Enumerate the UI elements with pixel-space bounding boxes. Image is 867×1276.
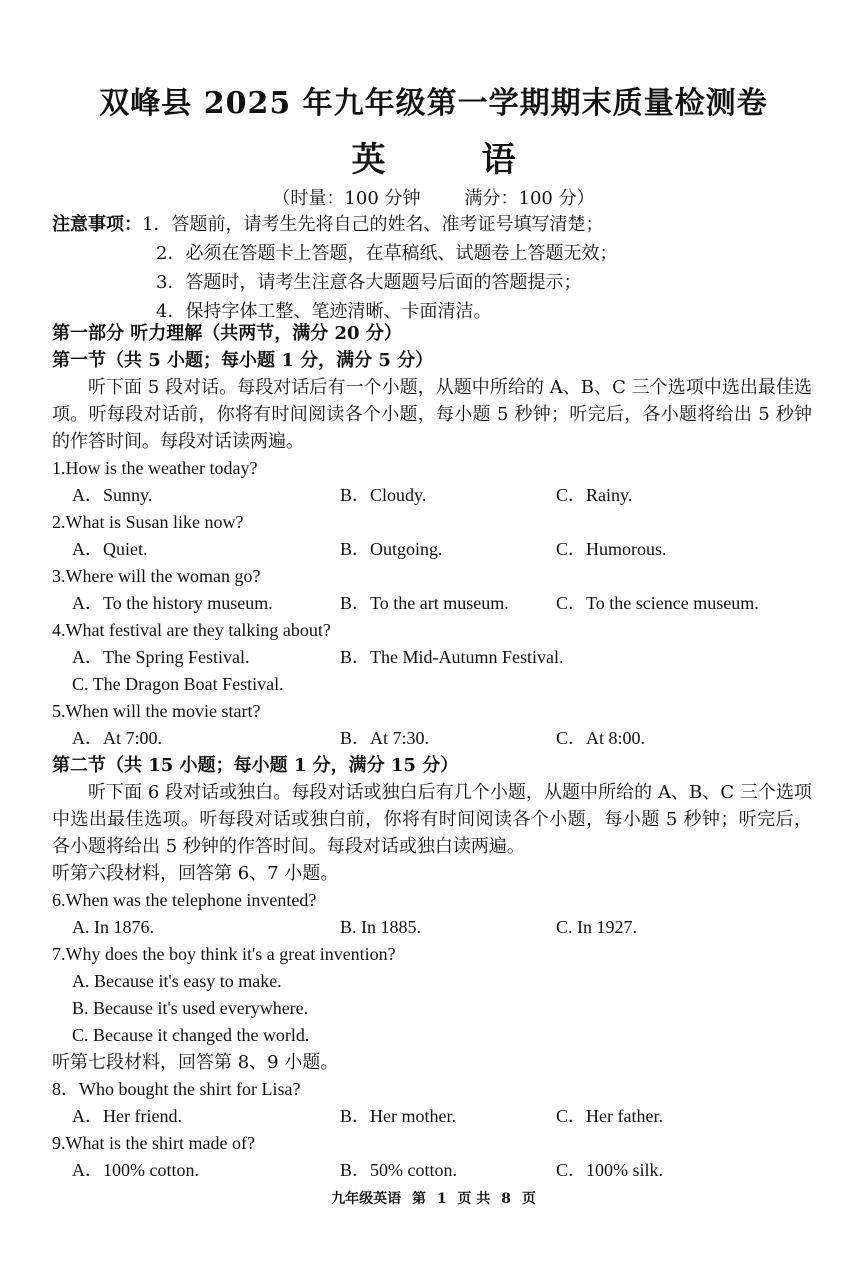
section2-heading: 第二节（共 15 小题；每小题 1 分，满分 15 分） xyxy=(52,755,459,776)
question-3: 3.Where will the woman go? xyxy=(52,566,261,586)
option-c[interactable]: C．Rainy. xyxy=(556,485,633,505)
options-row xyxy=(52,1103,812,1130)
options-row xyxy=(52,914,812,941)
material-7-note: 听第七段材料，回答第 8、9 小题。 xyxy=(52,1052,339,1073)
option-a[interactable]: A．100% cotton. xyxy=(72,1160,199,1180)
question-7: 7.Why does the boy think it's a great invention? xyxy=(52,944,396,964)
listening-part xyxy=(52,320,812,1184)
subject-title xyxy=(0,132,867,181)
subject-char-2: 语 xyxy=(481,140,516,180)
footer-page-suffix: 页 xyxy=(521,1191,536,1207)
note-item: 4．保持字体工整、笔迹清晰、卡面清洁。 xyxy=(156,301,492,322)
options-row xyxy=(52,536,812,563)
note-row xyxy=(52,210,832,239)
footer-subject: 九年级英语 xyxy=(331,1191,402,1207)
option-b[interactable]: B．To the art museum. xyxy=(340,593,509,613)
option-b[interactable]: B. Because it's used everywhere. xyxy=(72,998,309,1018)
options-row xyxy=(52,590,812,617)
footer-page-total: 8 xyxy=(501,1191,511,1207)
option-b[interactable]: B．Outgoing. xyxy=(340,539,443,559)
option-c[interactable]: C．To the science museum. xyxy=(556,593,759,613)
question-6: 6.When was the telephone invented? xyxy=(52,890,317,910)
option-c[interactable]: C．100% silk. xyxy=(556,1160,664,1180)
question-9: 9.What is the shirt made of? xyxy=(52,1133,255,1153)
subject-char-1: 英 xyxy=(351,140,386,180)
option-b[interactable]: B．50% cotton. xyxy=(340,1160,457,1180)
options-row xyxy=(52,482,812,509)
question-2: 2.What is Susan like now? xyxy=(52,512,244,532)
option-c[interactable]: C. In 1927. xyxy=(556,917,637,937)
option-a[interactable]: A．Sunny. xyxy=(72,485,153,505)
section1-instructions: 听下面 5 段对话。每段对话后有一个小题，从题中所给的 A、B、C 三个选项中选出最佳选项。听每段对话前，你将有时间阅读各个小题，每小题 5 秒钟；听完后，各小题将给出 5 秒钟的作答时间。每段对话读两遍。 xyxy=(52,377,812,452)
option-a[interactable]: A．At 7:00. xyxy=(72,728,162,748)
full-score: 满分：100 分） xyxy=(464,188,595,209)
option-b[interactable]: B．Cloudy. xyxy=(340,485,427,505)
notes-block xyxy=(52,210,832,326)
question-4: 4.What festival are they talking about? xyxy=(52,620,331,640)
option-a[interactable]: A．To the history museum. xyxy=(72,593,273,613)
options-row xyxy=(52,725,812,752)
option-a[interactable]: A. In 1876. xyxy=(72,917,154,937)
footer-page-number: 1 xyxy=(436,1191,447,1207)
options-row xyxy=(52,1157,812,1184)
footer-page-prefix: 第 xyxy=(412,1191,426,1207)
section1-heading: 第一节（共 5 小题；每小题 1 分，满分 5 分） xyxy=(52,350,434,371)
option-b[interactable]: B. In 1885. xyxy=(340,917,421,937)
note-item: 2．必须在答题卡上答题，在草稿纸、试题卷上答题无效； xyxy=(156,243,618,264)
part1-heading: 第一部分 听力理解（共两节，满分 20 分） xyxy=(52,323,402,344)
page-footer xyxy=(0,1188,867,1208)
material-6-note: 听第六段材料，回答第 6、7 小题。 xyxy=(52,863,339,884)
option-c[interactable]: C．Humorous. xyxy=(556,539,667,559)
option-a[interactable]: A．Quiet. xyxy=(72,539,148,559)
option-c[interactable]: C．Her father. xyxy=(556,1106,663,1126)
footer-page-mid: 页 共 xyxy=(457,1191,491,1207)
option-c[interactable]: C. The Dragon Boat Festival. xyxy=(72,674,284,694)
option-a[interactable]: A．The Spring Festival. xyxy=(72,647,250,667)
note-item: 3．答题时，请考生注意各大题题号后面的答题提示； xyxy=(156,272,582,293)
note-item: 1．答题前，请考生先将自己的姓名、准考证号填写清楚； xyxy=(142,214,604,235)
notes-label: 注意事项： xyxy=(52,214,142,235)
option-c[interactable]: C. Because it changed the world. xyxy=(72,1025,310,1045)
option-c[interactable]: C．At 8:00. xyxy=(556,728,646,748)
question-1: 1.How is the weather today? xyxy=(52,458,258,478)
options-row xyxy=(52,644,812,671)
option-a[interactable]: A．Her friend. xyxy=(72,1106,182,1126)
question-8: 8．Who bought the shirt for Lisa? xyxy=(52,1079,301,1099)
exam-title: 双峰县 2025 年九年级第一学期期末质量检测卷 xyxy=(99,86,768,121)
option-b[interactable]: B．Her mother. xyxy=(340,1106,456,1126)
option-b[interactable]: B．At 7:30. xyxy=(340,728,430,748)
time-limit: （时量：100 分钟 xyxy=(272,188,421,209)
question-5: 5.When will the movie start? xyxy=(52,701,261,721)
option-a[interactable]: A. Because it's easy to make. xyxy=(72,971,282,991)
option-b[interactable]: B．The Mid-Autumn Festival. xyxy=(340,647,564,667)
section2-instructions: 听下面 6 段对话或独白。每段对话或独白后有几个小题，从题中所给的 A、B、C 三个选项中选出最佳选项。听每段对话或独白前，你将有时间阅读各个小题，每小题 5 秒钟；听完后，各小题将给出 5 秒钟的作答时间。每段对话或独白读两遍。 xyxy=(52,782,812,857)
exam-meta xyxy=(0,184,867,210)
